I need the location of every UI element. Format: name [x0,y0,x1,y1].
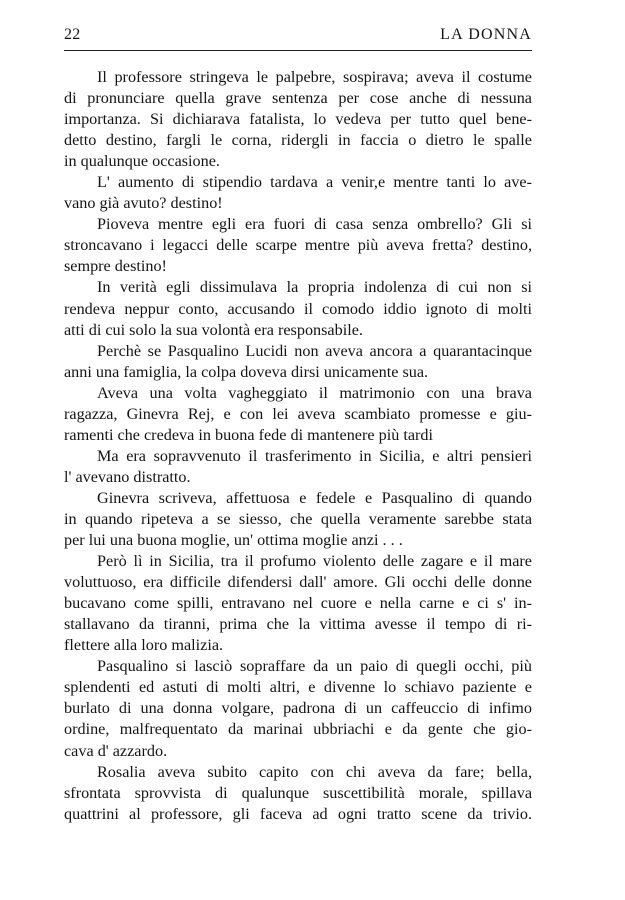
page-number: 22 [64,26,81,43]
text-line: stallavano da tiranni, prima che la vittima avesse il tempo di ri- [64,615,532,634]
text-line: anni una famiglia, la colpa doveva dirsi unicamente sua. [64,362,429,381]
text-line: atti di cui solo la sua volontà era responsabile. [64,320,363,339]
text-line: Ginevra scriveva, affettuosa e fedele e Pasqualino di quando [97,488,532,507]
header-rule [64,50,532,51]
text-line: sempre destino! [64,257,167,276]
text-line: Rosalia aveva subito capito con chi aveva da fare; bella, [97,762,532,781]
text-line: Ma era sopravvenuto il trasferimento in Sicilia, e altri pensieri [97,446,532,465]
text-line: flettere alla loro malizia. [64,636,224,655]
text-line: Pioveva mentre egli era fuori di casa senza ombrello? Gli si [97,215,532,234]
text-line: quattrini al professore, gli faceva ad ogni tratto scene da trivio. [64,804,532,823]
text-line: vano già avuto? destino! [64,194,223,213]
text-line: cava d' azzardo. [64,741,168,760]
text-line: sfrontata sprovvista di qualunque suscettibilità morale, spillava [64,783,532,802]
text-line: Però lì in Sicilia, tra il profumo violento delle zagare e il mare [97,552,532,571]
text-line: voluttuoso, era difficile difendersi dall' amore. Gli occhi delle donne [64,573,532,592]
text-line: ordine, malfrequentato da marinai ubbriachi e da gente che gio- [64,720,532,739]
text-line: stroncavano i legacci delle scarpe mentre più aveva fretta? destino, [64,236,532,255]
text-line: rendeva neppur conto, accusando il comodo iddio ignoto di molti [64,299,532,318]
text-line: in quando ripeteva a se siesso, che quella veramente sarebbe stata [64,509,532,528]
text-line: Pasqualino si lasciò sopraffare da un paio di quegli occhi, più [97,657,532,676]
text-line: di pronunciare quella grave sentenza per cose anche di nessuna [64,89,532,108]
text-line: ragazza, Ginevra Rej, e con lei aveva scambiato promesse e giu- [64,404,532,423]
text-line: In verità egli dissimulava la propria indolenza di cui non si [97,278,532,297]
text-line: L' aumento di stipendio tardava a venir,e mentre tanti lo ave- [97,173,532,192]
text-line: detto destino, fargli le corna, ridergli in faccia o dietro le spalle [64,131,532,150]
body-text [64,67,532,825]
text-line: splendenti ed astuti di molti altri, e divenne lo schiavo paziente e [64,678,532,697]
running-head [64,24,532,48]
text-line: in qualunque occasione. [64,152,220,171]
text-line: burlato di una donna volgare, padrona di un caffeuccio di infimo [64,699,532,718]
text-line: Perchè se Pasqualino Lucidi non aveva ancora a quarantacinque [97,341,532,360]
text-line: importanza. Si dichiarava fatalista, lo vedeva per tutto quel bene- [64,110,532,129]
text-line: bucavano come spilli, entravano nel cuore e nella carne e ci s' in- [64,594,532,613]
text-line: l' avevano distratto. [64,467,191,486]
running-title: LA DONNA [440,26,532,43]
text-line: Il professore stringeva le palpebre, sospirava; aveva il costume [97,68,532,86]
text-line: ramenti che credeva in buona fede di mantenere più tardi [64,425,433,444]
text-line: Aveva una volta vagheggiato il matrimonio con una brava [97,383,532,402]
text-line: per lui una buona moglie, un' ottima moglie anzi . . . [64,531,403,550]
book-page [64,24,532,825]
